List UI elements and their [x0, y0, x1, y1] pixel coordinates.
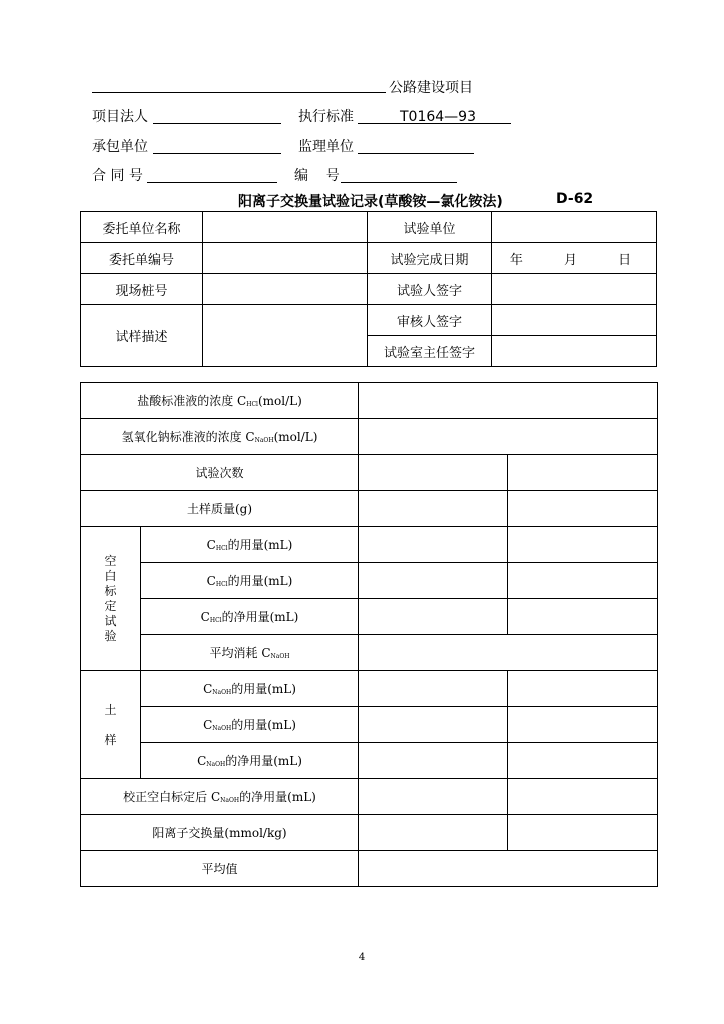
- cec-b-field[interactable]: [508, 815, 658, 851]
- blank-hcl-net-a-field[interactable]: [359, 599, 508, 635]
- blank-hcl-usage-2b-field[interactable]: [508, 563, 658, 599]
- average-label: 平均值: [81, 851, 359, 887]
- test-unit-label: 试验单位: [368, 212, 492, 243]
- naoh-concentration-field[interactable]: [359, 419, 658, 455]
- sample-desc-field[interactable]: [203, 305, 368, 367]
- soil-naoh-net-a-field[interactable]: [359, 743, 508, 779]
- serial-no-label: 编 号: [294, 168, 340, 184]
- page-number: 4: [358, 952, 366, 963]
- average-field[interactable]: [359, 851, 658, 887]
- hcl-concentration-label: 盐酸标准液的浓度 $C_{HCl}(mol/L)$: [81, 383, 359, 419]
- cec-a-field[interactable]: [359, 815, 508, 851]
- form-title: 阳离子交换量试验记录(草酸铵—氯化铵法): [238, 194, 503, 210]
- hcl-concentration-field[interactable]: [359, 383, 658, 419]
- standard-value: T0164—93: [400, 109, 476, 125]
- cec-label: 阳离子交换量(mmol/kg): [81, 815, 359, 851]
- completion-date-field[interactable]: [492, 243, 657, 274]
- test-1-field[interactable]: [359, 455, 508, 491]
- soil-sample-group-label: 土 样: [81, 671, 141, 779]
- project-name-line[interactable]: [92, 92, 386, 93]
- soil-mass-label: 土样质量(g): [81, 491, 359, 527]
- blank-hcl-usage-1a-field[interactable]: [359, 527, 508, 563]
- blank-hcl-usage-2a-field[interactable]: [359, 563, 508, 599]
- soil-naoh-usage-1-label: $C_{NaOH}$的用量(mL): [141, 671, 359, 707]
- site-station-field[interactable]: [203, 274, 368, 305]
- info-table: [80, 211, 657, 367]
- naoh-concentration-label: 氢氧化钠标准液的浓度 $C_{NaOH}(mol/L)$: [81, 419, 359, 455]
- serial-no-line[interactable]: [341, 182, 457, 183]
- soil-naoh-usage-1a-field[interactable]: [359, 671, 508, 707]
- date-day: 日: [618, 252, 632, 268]
- blank-hcl-usage-1b-field[interactable]: [508, 527, 658, 563]
- soil-naoh-usage-2b-field[interactable]: [508, 707, 658, 743]
- avg-consume-label: 平均消耗 $C_{NaOH}$: [141, 635, 359, 671]
- lab-director-sign-field[interactable]: [492, 336, 657, 367]
- corrected-net-usage-a-field[interactable]: [359, 779, 508, 815]
- test-2-field[interactable]: [508, 455, 658, 491]
- supervisor-line[interactable]: [358, 153, 474, 154]
- tester-sign-label: 试验人签字: [368, 274, 492, 305]
- order-no-field[interactable]: [203, 243, 368, 274]
- legal-person-label: 项目法人: [92, 109, 148, 125]
- legal-person-line[interactable]: [153, 123, 281, 124]
- blank-hcl-net-b-field[interactable]: [508, 599, 658, 635]
- blank-calibration-group-label: 空 白 标 定 试 验: [81, 527, 141, 671]
- blank-hcl-net-label: $C_{HCl}$的净用量(mL): [141, 599, 359, 635]
- avg-consume-field[interactable]: [359, 635, 658, 671]
- order-no-label: 委托单编号: [81, 243, 203, 274]
- soil-naoh-usage-1b-field[interactable]: [508, 671, 658, 707]
- lab-director-sign-label: 试验室主任签字: [368, 336, 492, 367]
- contractor-label: 承包单位: [92, 139, 148, 155]
- form-code: D-62: [556, 191, 594, 207]
- completion-date-label: 试验完成日期: [368, 243, 492, 274]
- test-unit-field[interactable]: [492, 212, 657, 243]
- data-table: [80, 382, 658, 887]
- site-station-label: 现场桩号: [81, 274, 203, 305]
- test-count-label: 试验次数: [81, 455, 359, 491]
- blank-hcl-usage-2-label: $C_{HCl}$的用量(mL): [141, 563, 359, 599]
- date-year: 年: [509, 252, 523, 268]
- reviewer-sign-field[interactable]: [492, 305, 657, 336]
- supervisor-label: 监理单位: [298, 139, 354, 155]
- soil-naoh-usage-2-label: $C_{NaOH}$的用量(mL): [141, 707, 359, 743]
- blank-hcl-usage-1-label: $C_{HCl}$的用量(mL): [141, 527, 359, 563]
- contract-no-label: 合 同 号: [92, 168, 143, 184]
- contract-no-line[interactable]: [147, 182, 277, 183]
- soil-naoh-net-b-field[interactable]: [508, 743, 658, 779]
- soil-mass-2-field[interactable]: [508, 491, 658, 527]
- standard-label: 执行标准: [298, 109, 354, 125]
- corrected-net-usage-label: 校正空白标定后 $C_{NaOH}$的净用量(mL): [81, 779, 359, 815]
- date-month: 月: [564, 252, 578, 268]
- reviewer-sign-label: 审核人签字: [368, 305, 492, 336]
- sample-desc-label: 试样描述: [81, 305, 203, 367]
- soil-naoh-net-label: $C_{NaOH}$的净用量(mL): [141, 743, 359, 779]
- client-name-field[interactable]: [203, 212, 368, 243]
- project-suffix: 公路建设项目: [389, 80, 473, 96]
- soil-naoh-usage-2a-field[interactable]: [359, 707, 508, 743]
- tester-sign-field[interactable]: [492, 274, 657, 305]
- corrected-net-usage-b-field[interactable]: [508, 779, 658, 815]
- client-name-label: 委托单位名称: [81, 212, 203, 243]
- soil-mass-1-field[interactable]: [359, 491, 508, 527]
- contractor-line[interactable]: [153, 153, 281, 154]
